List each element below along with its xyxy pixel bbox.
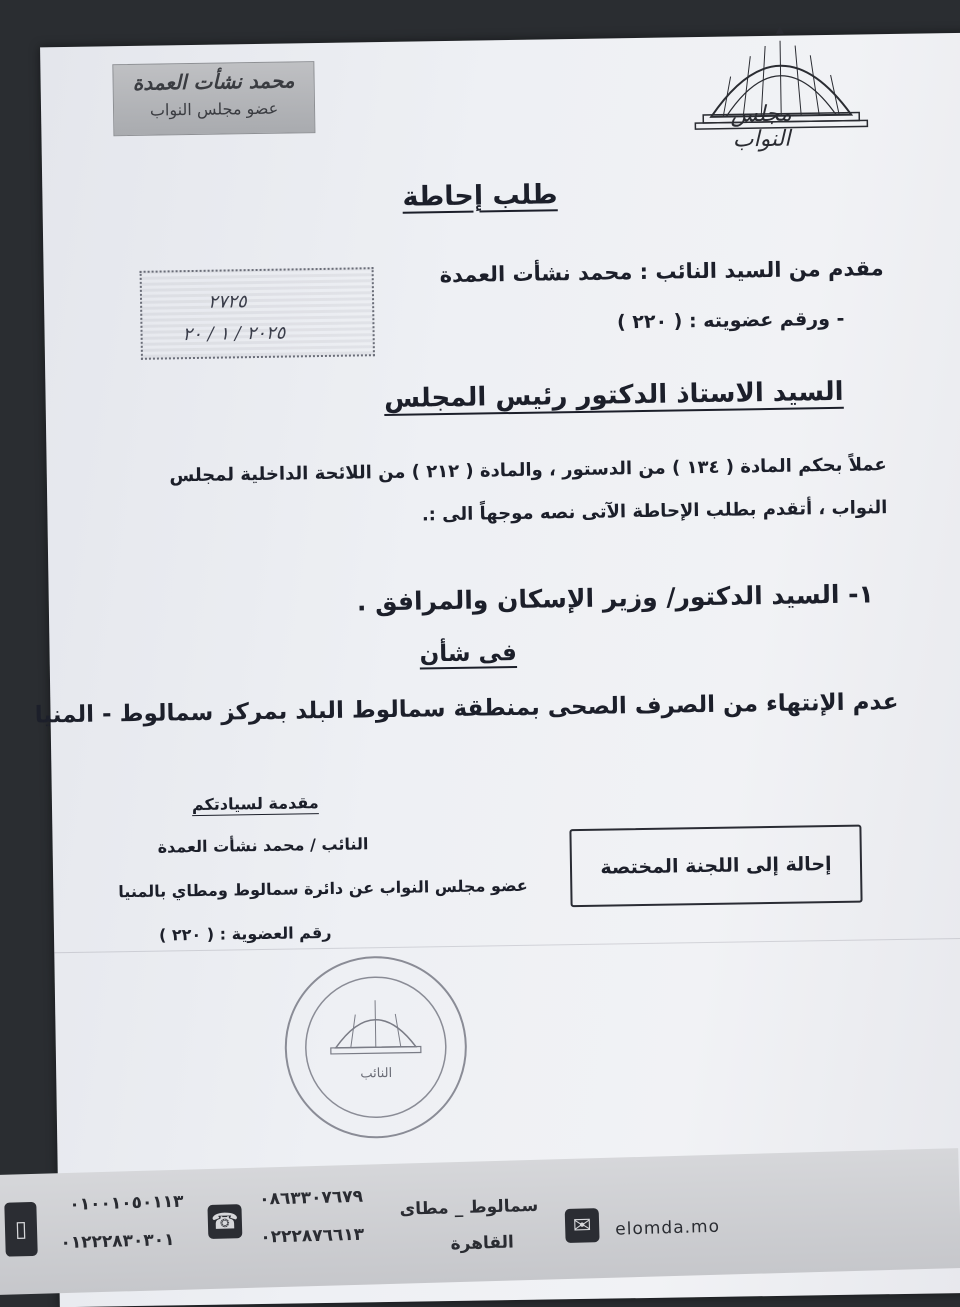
representative-line: النائب / محمد نشأت العمدة	[157, 834, 369, 857]
body-line-1: عملاً بحكم المادة ( ١٣٤ ) من الدستور ، والمادة ( ٢١٢ ) من اللائحة الداخلية لمجلس	[169, 454, 887, 487]
mobile-number-1: ٠١٠٠١٠٥٠١١٣	[69, 1191, 184, 1215]
institution-name: مجلس النواب	[730, 101, 793, 153]
subject-line: عدم الإنتهاء من الصرف الصحى بمنطقة سمالوط البلد بمركز سمالوط - المنيا	[34, 688, 899, 729]
document-page	[34, 33, 960, 1307]
referral-box: إحالة إلى اللجنة المختصة	[569, 825, 862, 908]
phone-number-1: ٠٨٦٣٣٠٧٦٧٩	[259, 1186, 364, 1210]
membership-number: رقم العضوية : ( ٢٢٠ )	[158, 922, 332, 945]
member-name: محمد نشأت العمدة	[132, 68, 295, 95]
mobile-number-2: ٠١٢٢٢٨٣٠٣٠١	[60, 1229, 175, 1254]
stamp-number: ٢٧٢٥	[207, 291, 247, 313]
envelope-icon: ✉	[565, 1208, 600, 1243]
body-line-2: النواب ، أتقدم بطلب الإحاطة الآتى نصه موجهاً الى :.	[421, 497, 888, 526]
document-title: طلب إحاطة	[402, 179, 558, 213]
seal-text: النائب	[360, 1065, 393, 1082]
phone-number-2: ٠٢٢٢٨٧٦٦١٣	[260, 1224, 365, 1248]
regarding-heading: فى شأن	[419, 639, 518, 668]
registration-stamp	[140, 267, 375, 360]
from-line: مقدم من السيد النائب : محمد نشأت العمدة	[439, 256, 884, 288]
presented-label: مقدمة لسيادتكم	[191, 793, 319, 815]
mobile-phone-icon: ▯	[4, 1202, 37, 1257]
city-line-1: سمالوط _ مطاى	[399, 1195, 539, 1220]
email-address: elomda.mo	[614, 1216, 721, 1240]
member-header-box	[112, 61, 315, 136]
membership-line: - ورقم عضويته : ( ٢٢٠ )	[616, 307, 845, 334]
city-line-2: القاهرة	[450, 1232, 515, 1255]
stamp-date: ٢٠٢٥ / ١ / ٢٠	[182, 322, 286, 346]
member-title: عضو مجلس النواب	[149, 98, 279, 120]
telephone-icon: ☎	[207, 1204, 242, 1239]
minister-line: ١- السيد الدكتور/ وزير الإسكان والمرافق .	[356, 579, 874, 617]
district-line: عضو مجلس النواب عن دائرة سمالوط ومطاي بالمنيا	[118, 875, 528, 902]
round-seal-icon	[279, 951, 472, 1144]
addressee: السيد الاستاذ الدكتور رئيس المجلس	[383, 376, 844, 415]
